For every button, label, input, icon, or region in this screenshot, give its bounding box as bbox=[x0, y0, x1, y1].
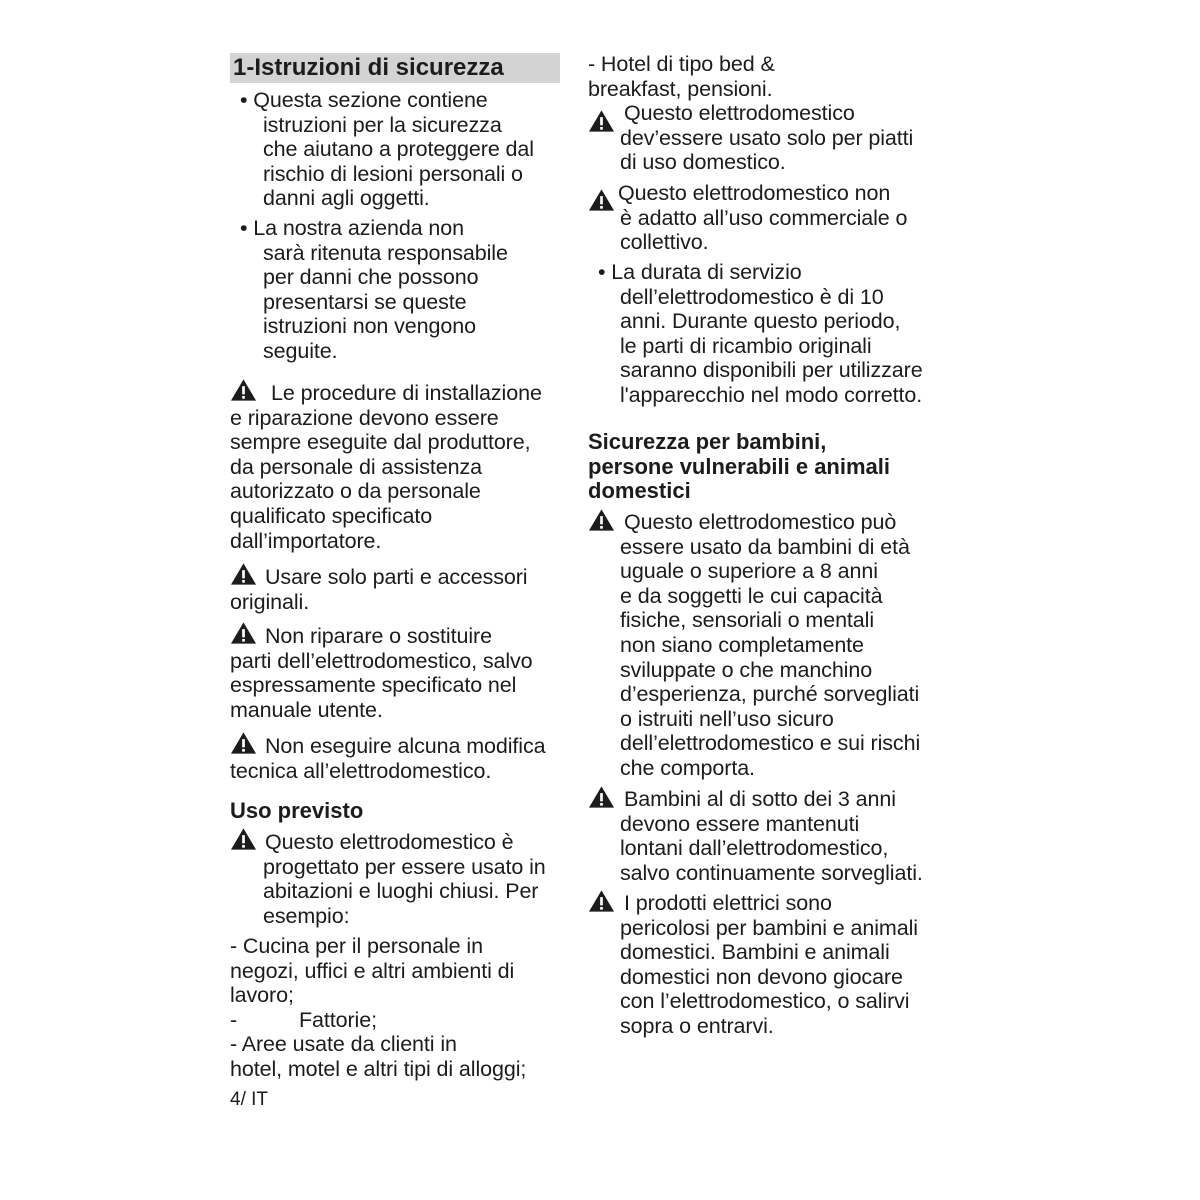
text-line: Bambini al di sotto dei 3 anni bbox=[624, 787, 896, 811]
text-line: Usare solo parti e accessori bbox=[265, 565, 528, 589]
text-line: progettato per essere usato in bbox=[263, 854, 546, 879]
text-line: di uso domestico. bbox=[620, 150, 786, 175]
text-line: breakfast, pensioni. bbox=[588, 76, 773, 101]
list-farms: Fattorie; bbox=[299, 1008, 377, 1032]
warning-original-parts bbox=[230, 565, 527, 614]
warning-installation bbox=[230, 381, 542, 553]
text-line: parti dell’elettrodomestico, salvo bbox=[230, 648, 533, 673]
warning-children-8 bbox=[588, 510, 920, 781]
warning-no-modification bbox=[230, 734, 545, 783]
text-line: sopra o entrarvi. bbox=[620, 1013, 774, 1038]
warning-electrical-danger bbox=[588, 891, 918, 1039]
text-line: per danni che possono bbox=[263, 265, 479, 290]
text-line: Questo elettrodomestico può bbox=[624, 510, 897, 534]
text-line: e da soggetti le cui capacità bbox=[620, 583, 883, 608]
text-line: da personale di assistenza bbox=[230, 454, 482, 479]
text-line: tecnica all’elettrodomestico. bbox=[230, 758, 492, 783]
child-safety-heading bbox=[588, 430, 890, 504]
text-line: essere usato da bambini di età bbox=[620, 534, 910, 559]
text-line: uguale o superiore a 8 anni bbox=[620, 559, 878, 584]
text-line: Questo elettrodomestico non bbox=[618, 181, 891, 205]
text-line: lavoro; bbox=[230, 983, 294, 1008]
text-line: che aiutano a proteggere dal bbox=[263, 137, 534, 162]
text-line: istruzioni per la sicurezza bbox=[263, 112, 502, 137]
text-line: qualificato specificato bbox=[230, 503, 433, 528]
bullet-safety-intro bbox=[240, 88, 534, 211]
heading-line: persone vulnerabili e animali bbox=[588, 453, 890, 479]
text-line: abitazioni e luoghi chiusi. Per bbox=[263, 879, 539, 904]
text-line: Questo elettrodomestico bbox=[624, 101, 855, 125]
text-line: - Aree usate da clienti in bbox=[230, 1032, 457, 1056]
text-line: istruzioni non vengono bbox=[263, 314, 476, 339]
section-heading bbox=[230, 53, 560, 83]
text-line: sempre eseguite dal produttore, bbox=[230, 430, 531, 455]
text-line: manuale utente. bbox=[230, 697, 383, 722]
list-staff-kitchen bbox=[230, 934, 514, 1008]
text-line: lontani dall’elettrodomestico, bbox=[620, 836, 889, 861]
text-line: sviluppate o che manchino bbox=[620, 657, 873, 682]
warning-intended-use bbox=[230, 830, 546, 928]
text-line: Non riparare o sostituire bbox=[265, 624, 492, 648]
bullet-service-life bbox=[598, 260, 923, 408]
text-line: originali. bbox=[230, 589, 310, 614]
page-number: 4/ IT bbox=[230, 1089, 269, 1110]
text-line: - Cucina per il personale in bbox=[230, 934, 483, 958]
heading-line: domestici bbox=[588, 478, 691, 503]
text-line: con l’elettrodomestico, o salirvi bbox=[620, 989, 910, 1014]
text-line: • La nostra azienda non bbox=[240, 216, 464, 240]
text-line: negozi, uffici e altri ambienti di bbox=[230, 958, 515, 983]
text-line: danni agli oggetti. bbox=[263, 186, 430, 211]
section-number: 1- bbox=[233, 54, 255, 81]
text-line: le parti di ricambio originali bbox=[620, 333, 872, 358]
text-line: saranno disponibili per utilizzare bbox=[620, 358, 923, 383]
text-line: esempio: bbox=[263, 903, 350, 928]
text-line: o istruiti nell’uso sicuro bbox=[620, 706, 834, 731]
warning-children-3 bbox=[588, 787, 923, 885]
text-line: pericolosi per bambini e animali bbox=[620, 915, 918, 940]
list-farms-dash: - bbox=[230, 1008, 238, 1032]
text-line: domestici non devono giocare bbox=[620, 964, 903, 989]
text-line: domestici. Bambini e animali bbox=[620, 940, 890, 965]
text-line: l'apparecchio nel modo corretto. bbox=[620, 382, 923, 407]
text-line: d’esperienza, purché sorvegliati bbox=[620, 682, 920, 707]
text-line: hotel, motel e altri tipi di alloggi; bbox=[230, 1056, 527, 1081]
warning-not-commercial bbox=[588, 181, 907, 255]
text-line: e riparazione devono essere bbox=[230, 405, 499, 430]
bullet-liability bbox=[240, 216, 508, 364]
text-line: sarà ritenuta responsabile bbox=[263, 240, 508, 265]
text-line: espressamente specificato nel bbox=[230, 673, 517, 698]
text-line: salvo continuamente sorvegliati. bbox=[620, 860, 923, 885]
list-bed-breakfast bbox=[588, 52, 775, 101]
text-line: collettivo. bbox=[620, 230, 709, 255]
warning-domestic-use bbox=[588, 101, 913, 175]
text-line: non siano completamente bbox=[620, 632, 864, 657]
text-line: Le procedure di installazione bbox=[271, 381, 542, 405]
text-line: dell’elettrodomestico è di 10 bbox=[620, 284, 884, 309]
text-line: - Hotel di tipo bed & bbox=[588, 52, 775, 76]
section-title: Istruzioni di sicurezza bbox=[254, 54, 504, 81]
warning-no-repair bbox=[230, 624, 533, 722]
list-hotel-areas bbox=[230, 1032, 526, 1081]
text-line: • La durata di servizio bbox=[598, 260, 802, 284]
text-line: che comporta. bbox=[620, 755, 755, 780]
text-line: autorizzato o da personale bbox=[230, 479, 481, 504]
text-line: rischio di lesioni personali o bbox=[263, 161, 523, 186]
text-line: dall’importatore. bbox=[230, 528, 382, 553]
text-line: Questo elettrodomestico è bbox=[265, 830, 514, 854]
text-line: dev’essere usato solo per piatti bbox=[620, 125, 914, 150]
text-line: seguite. bbox=[263, 338, 338, 363]
uso-previsto-heading: Uso previsto bbox=[230, 798, 364, 823]
text-line: Non eseguire alcuna modifica bbox=[265, 734, 546, 758]
text-line: anni. Durante questo periodo, bbox=[620, 309, 901, 334]
text-line: è adatto all’uso commerciale o bbox=[620, 205, 908, 230]
text-line: presentarsi se queste bbox=[263, 289, 467, 314]
text-line: I prodotti elettrici sono bbox=[624, 891, 832, 915]
text-line: • Questa sezione contiene bbox=[240, 88, 488, 112]
text-line: devono essere mantenuti bbox=[620, 811, 860, 836]
text-line: dell’elettrodomestico e sui rischi bbox=[620, 731, 921, 756]
text-line: fisiche, sensoriali o mentali bbox=[620, 608, 875, 633]
heading-line: Sicurezza per bambini, bbox=[588, 429, 827, 454]
